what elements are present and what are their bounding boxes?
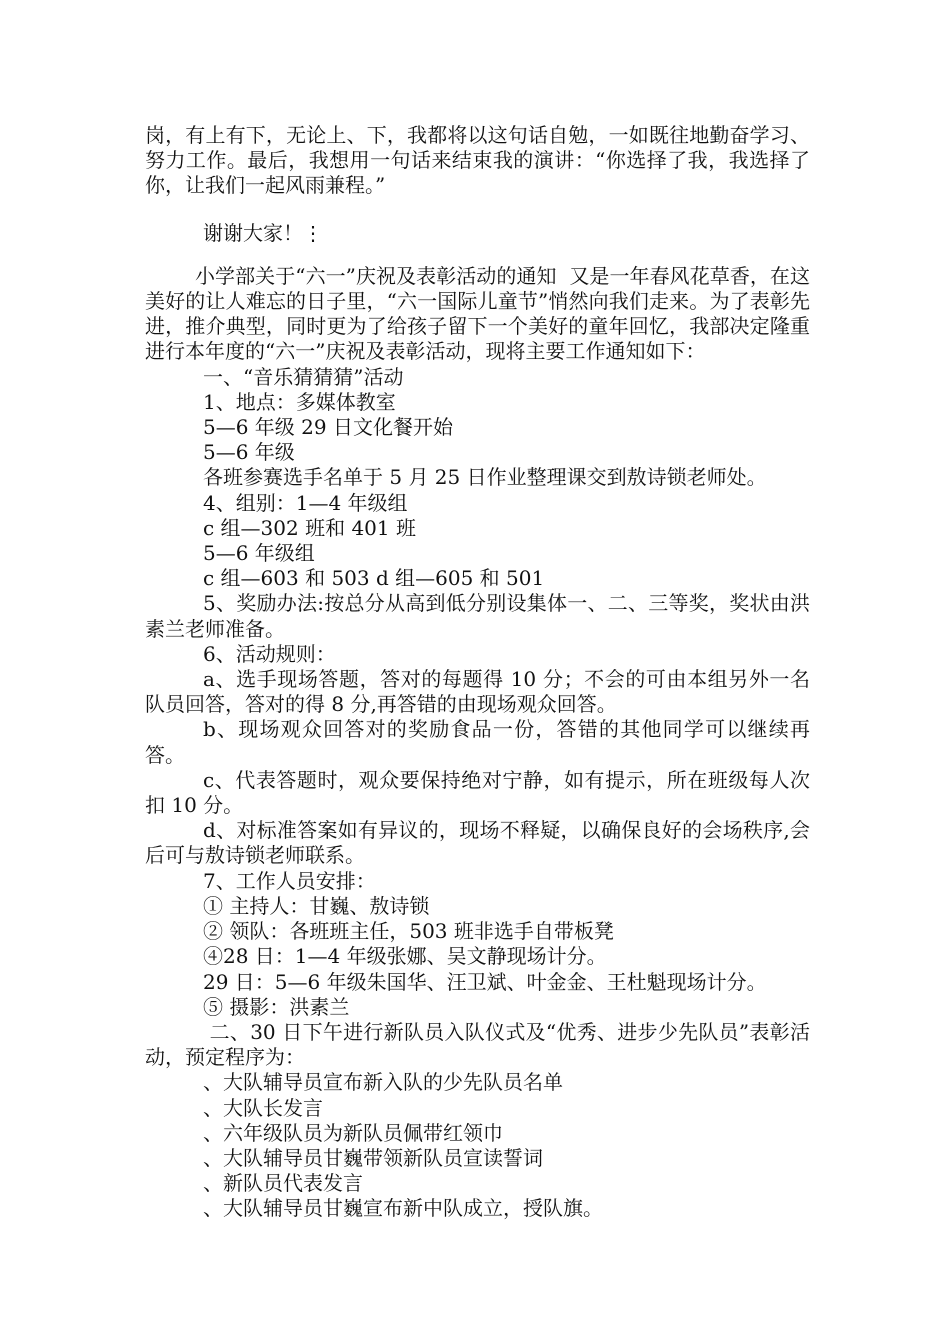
- paragraph-grade-time: 5—6 年级 29 日文化餐开始: [203, 415, 453, 440]
- section-heading-music-game: 一、“音乐猜猜猜”活动: [203, 364, 404, 389]
- paragraph-location: 1、地点：多媒体教室: [203, 389, 396, 414]
- section-heading-induction: 二、30 日下午进行新队员入队仪式及“优秀、进步少先队员”表彰活动，预定程序为：: [145, 1019, 810, 1070]
- paragraph-group-c-1: c 组—302 班和 401 班: [203, 515, 416, 540]
- list-item-procedure-3: 、六年级队员为新队员佩带红领巾: [203, 1120, 503, 1145]
- paragraph-groups: 4、组别：1—4 年级组: [203, 490, 408, 515]
- paragraph-notice-intro: 小学部关于“六一”庆祝及表彰活动的通知 又是一年春风花草香，在这美好的让人难忘的日子里，“六一国际儿童节”悄然向我们走来。为了表彰先进，推介典型，同时更为了给孩子留下一个美好的童年回忆，我部决定隆重进行本年度的“六一”庆祝及表彰活动，现将主要工作通知如下：: [145, 263, 810, 364]
- paragraph-rules-heading: 6、活动规则：: [203, 641, 336, 666]
- list-item-procedure-2: 、大队长发言: [203, 1095, 323, 1120]
- paragraph-rule-d: d、对标准答案如有异议的，现场不释疑，以确保良好的会场秩序,会后可与敖诗锁老师联系。: [145, 818, 810, 868]
- paragraph-staff-heading: 7、工作人员安排：: [203, 868, 376, 893]
- paragraph-awards: 5、奖励办法:按总分从高到低分别设集体一、二、三等奖，奖状由洪素兰老师准备。: [145, 591, 810, 641]
- paragraph-rule-a: a、选手现场答题，答对的每题得 10 分；不会的可由本组另外一名队员回答，答对的得 8 分,再答错的由现场观众回答。: [145, 667, 810, 717]
- paragraph-grade: 5—6 年级: [203, 440, 295, 465]
- list-item-procedure-1: 、大队辅导员宣布新入队的少先队员名单: [203, 1070, 563, 1095]
- paragraph-rule-b: b、现场观众回答对的奖励食品一份，答错的其他同学可以继续再答。: [145, 717, 810, 767]
- paragraph-scorers-29: 29 日：5—6 年级朱国华、汪卫斌、叶金金、王杜魁现场计分。: [203, 969, 767, 994]
- paragraph-speech-ending: 岗，有上有下，无论上、下，我都将以这句话自勉，一如既往地勤奋学习、努力工作。最后，我想用一句话来结束我的演讲：“你选择了我，我选择了你，让我们一起风雨兼程。”: [145, 123, 810, 198]
- paragraph-rule-c: c、代表答题时，观众要保持绝对宁静，如有提示，所在班级每人次扣 10 分。: [145, 767, 810, 818]
- list-item-procedure-5: 、新队员代表发言: [203, 1171, 363, 1196]
- paragraph-roster-deadline: 各班参赛选手名单于 5 月 25 日作业整理课交到敖诗锁老师处。: [203, 465, 767, 490]
- document-page: [145, 123, 810, 1222]
- paragraph-team-lead: ② 领队：各班班主任，503 班非选手自带板凳: [203, 919, 614, 944]
- paragraph-grade-group: 5—6 年级组: [203, 541, 315, 566]
- paragraph-scorers-28: ④28 日：1—4 年级张娜、吴文静现场计分。: [203, 944, 607, 969]
- paragraph-thanks: 谢谢大家！⋮: [203, 220, 323, 245]
- list-item-procedure-6: 、大队辅导员甘巍宣布新中队成立，授队旗。: [203, 1196, 603, 1221]
- paragraph-group-c-d: c 组—603 和 503 d 组—605 和 501: [203, 566, 545, 591]
- paragraph-host: ① 主持人：甘巍、敖诗锁: [203, 893, 430, 918]
- list-item-procedure-4: 、大队辅导员甘巍带领新队员宣读誓词: [203, 1145, 543, 1170]
- paragraph-photography: ⑤ 摄影：洪素兰: [203, 994, 350, 1019]
